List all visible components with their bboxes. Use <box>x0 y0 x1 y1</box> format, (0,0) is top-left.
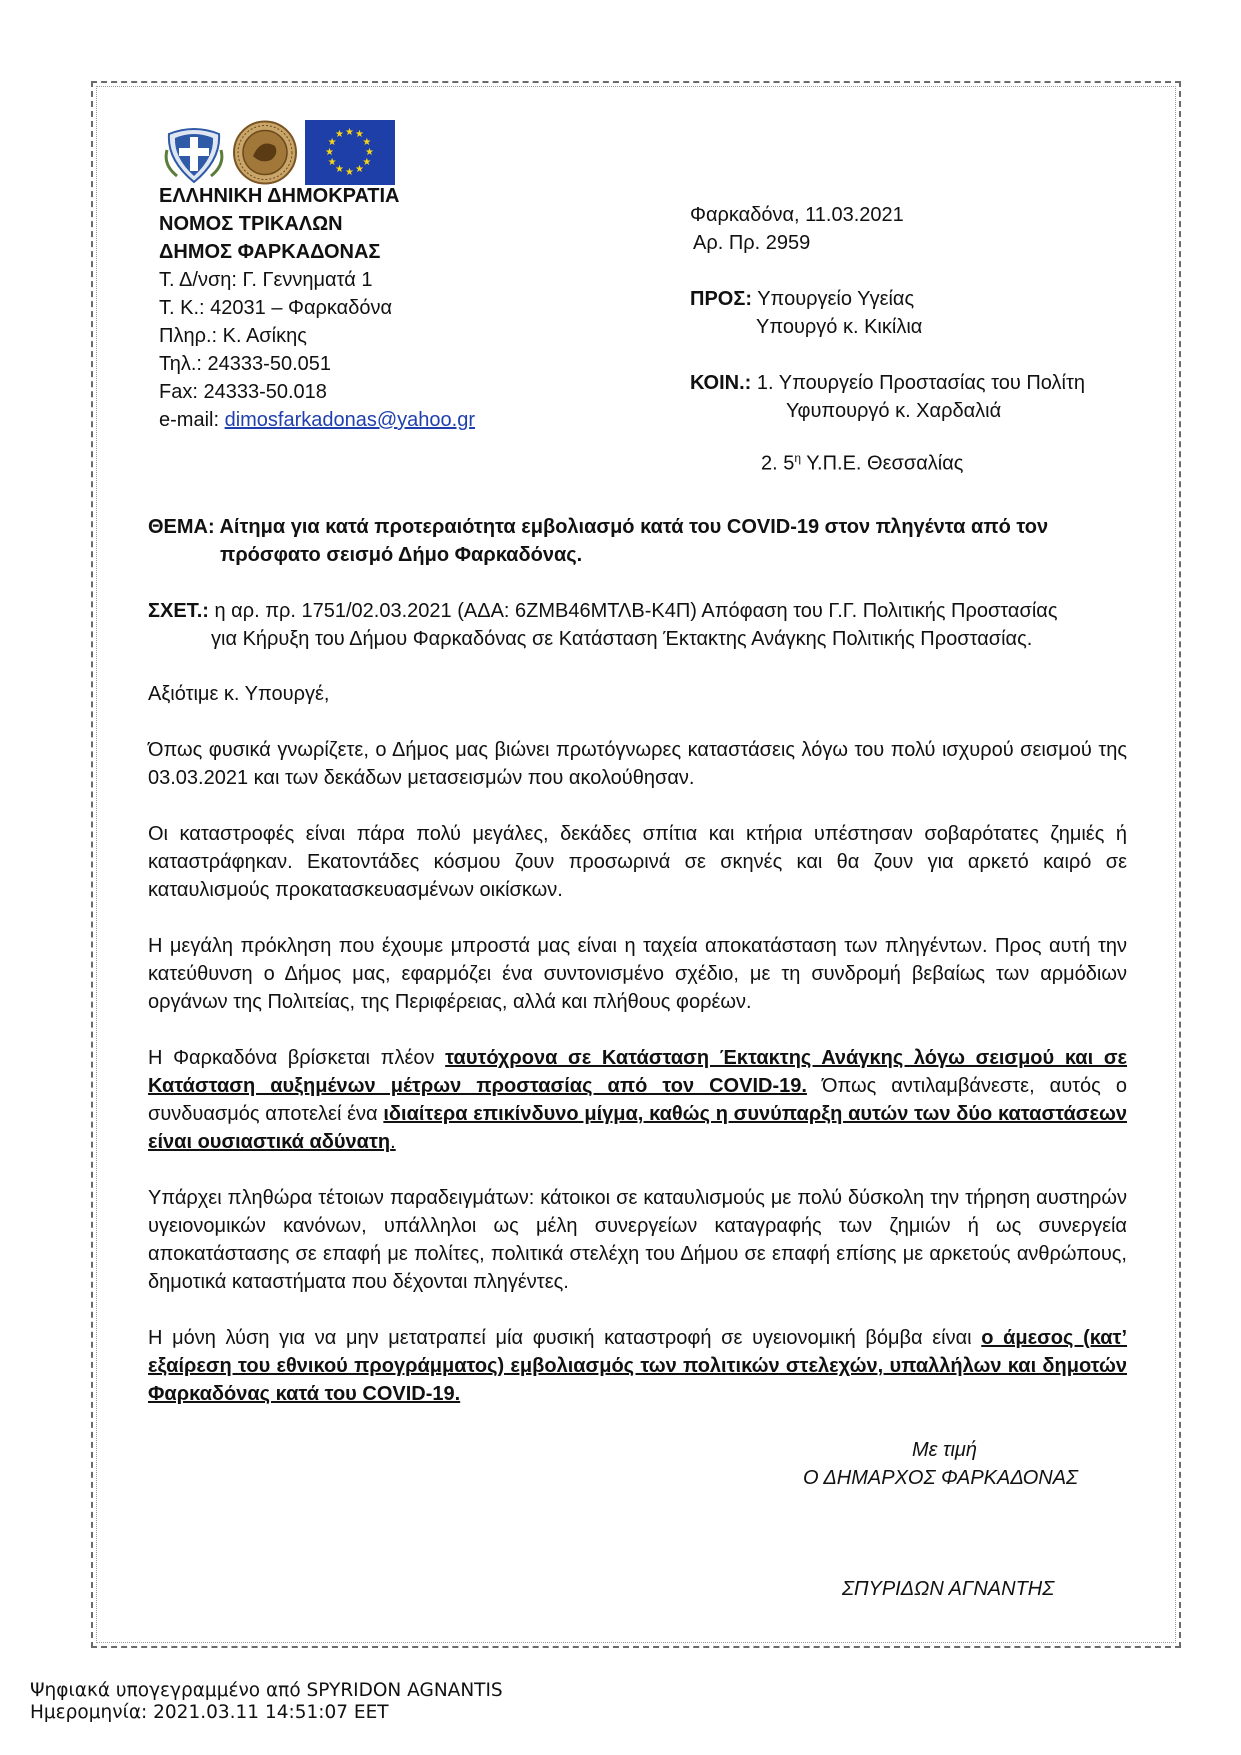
sender-block <box>159 182 475 434</box>
eu-flag-icon <box>305 120 395 185</box>
eu-star-icon: ★ <box>327 136 337 148</box>
paragraph-3: Η μεγάλη πρόκληση που έχουμε μπροστά μας είναι η ταχεία αποκατάσταση των πληγέντων. Προς αυτή την κατεύθυνση ο Δήμος μας, εφαρμόζει ένα συντονισμένο σχέδιο, με τη συνδρομή βεβαίως των αρμόδιων οργάνων της Πολιτείας, της Περιφέρειας, αλλά και πλήθους φορέων. <box>148 935 1127 1013</box>
emphasis-dual-emergency: ταυτόχρονα σε Κατάσταση Έκτακτης Ανάγκης λόγω σεισμού και σε Κατάσταση αυξημένων μέτρων προστασίας από τον COVID-19. <box>148 1047 1127 1097</box>
paragraph-6: Η μόνη λύση για να μην μετατραπεί μία φυσική καταστροφή σε υγειονομική βόμβα είναι ο άμεσος (κατ’ εξαίρεση του εθνικού προγράμματος) εμβολιασμός των πολιτικών στελεχών, υπαλλήλων και δημοτών Φαρκαδόνας κατά του COVID-19. <box>148 1327 1127 1405</box>
paragraph-5: Υπάρχει πληθώρα τέτοιων παραδειγμάτων: κάτοικοι σε καταυλισμούς με πολύ δύσκολη την τήρηση αυστηρών υγειονομικών κανόνων, υπάλληλοι ως μέλη συνεργείων καταγραφής των ζημιών ή ως συνεργεία αποκατάστασης σε επαφή με πολίτες, πολιτικά στελέχη του Δήμου σε επαφή επίσης με αρκετούς ανθρώπους, δημοτικά καταστήματα που δέχονται πληγέντες. <box>148 1187 1127 1293</box>
closing-title: Ο ΔΗΜΑΡΧΟΣ ΦΑΡΚΑΔΟΝΑΣ <box>803 1467 1079 1489</box>
cc-label: ΚΟΙΝ.: <box>690 372 752 394</box>
eu-star-icon: ★ <box>327 156 337 168</box>
sender-postal: Τ. Κ.: 42031 – Φαρκαδόνα <box>159 297 393 319</box>
sender-country: ΕΛΛΗΝΙΚΗ ΔΗΜΟΚΡΑΤΙΑ <box>159 185 400 207</box>
signatory-name: ΣΠΥΡΙΔΩΝ ΑΓΝΑΝΤΗΣ <box>842 1578 1055 1600</box>
eu-star-icon: ★ <box>355 163 364 175</box>
eu-star-icon: ★ <box>365 146 374 158</box>
sender-fax: Fax: 24333-50.018 <box>159 381 327 403</box>
eu-star-icon: ★ <box>335 129 344 141</box>
to-label: ΠΡΟΣ: <box>690 288 753 310</box>
reference-line-1: ΣΧΕΤ.: η αρ. πρ. 1751/02.03.2021 (ΑΔΑ: 6ΖΜΒ46ΜΤΛΒ-Κ4Π) Απόφαση του Γ.Γ. Πολιτικής Προστασίας <box>148 600 1058 622</box>
eu-star-icon: ★ <box>345 166 354 178</box>
eu-star-icon: ★ <box>362 136 372 148</box>
eu-star-icon: ★ <box>335 163 344 175</box>
reference-line-2: για Κήρυξη του Δήμου Φαρκαδόνας σε Κατάσταση Έκτακτης Ανάγκης Πολιτικής Προστασίας. <box>211 628 1033 650</box>
greek-coat-of-arms-icon <box>163 120 225 185</box>
emphasis-vaccination-request: ο άμεσος (κατ’ εξαίρεση του εθνικού προγράμματος) εμβολιασμός των πολιτικών στελεχών, υπαλλήλων και δημοτών Φαρκαδόνας κατά του COVID-19. <box>148 1327 1127 1405</box>
to-person: Υπουργό κ. Κικίλια <box>756 316 923 338</box>
eu-star-icon: ★ <box>325 146 334 158</box>
email-link[interactable]: dimosfarkadonas@yahoo.gr <box>224 409 476 431</box>
salutation: Αξιότιμε κ. Υπουργέ, <box>148 683 330 705</box>
cc-line <box>690 369 1085 397</box>
paragraph-2: Οι καταστροφές είναι πάρα πολύ μεγάλες, δεκάδες σπίτια και κτήρια υπέστησαν σοβαρότατες ζημιές ή καταστράφηκαν. Εκατοντάδες κόσμου ζουν προσωρινά σε σκηνές και θα ζουν για αρκετό καιρό σε καταυλισμούς προκατασκευασμένων οικίσκων. <box>148 823 1127 901</box>
cc-recipient-2: 2. $5^\eta$ Υ.Π.Ε. Θεσσαλίας <box>761 451 964 475</box>
paragraph-4: Η Φαρκαδόνα βρίσκεται πλέον ταυτόχρονα σε Κατάσταση Έκτακτης Ανάγκης λόγω σεισμού και σε Κατάσταση αυξημένων μέτρων προστασίας από τον COVID-19. Όπως αντιλαμβάνεστε, αυτός ο συνδυασμός αποτελεί ένα ιδιαίτερα επικίνδυνο μίγμα, καθώς η συνύπαρξη αυτών των δύο καταστάσεων είναι ουσιαστικά αδύνατη. <box>148 1047 1127 1153</box>
subject-line-1: ΘΕΜΑ: Αίτημα για κατά προτεραιότητα εμβολιασμό κατά του COVID-19 στον πληγέντα από τον <box>148 516 1049 538</box>
recipient-block <box>690 201 1085 478</box>
to-recipient: Υπουργείο Υγείας <box>752 288 915 310</box>
sender-phone: Τηλ.: 24333-50.051 <box>159 353 331 375</box>
eu-star-icon: ★ <box>355 129 364 141</box>
sender-email-line <box>159 406 475 434</box>
reference-label: ΣΧΕΤ.: <box>148 600 209 622</box>
to-line <box>690 285 1085 313</box>
protocol-number: Αρ. Πρ. 2959 <box>693 232 811 254</box>
subject-label: ΘΕΜΑ: <box>148 516 215 538</box>
municipality-seal-icon <box>231 120 299 185</box>
eu-star-icon: ★ <box>345 126 354 138</box>
digital-signature-signer: Ψηφιακά υπογεγραμμένο από SPYRIDON AGNANTIS <box>30 1680 503 1701</box>
paragraph-1: Όπως φυσικά γνωρίζετε, ο Δήμος μας βιώνει πρωτόγνωρες καταστάσεις λόγω του πολύ ισχυρού σεισμού της 03.03.2021 και των δεκάδων μετασεισμών που ακολούθησαν. <box>148 739 1127 789</box>
cc-person-1: Υφυπουργό κ. Χαρδαλιά <box>786 400 1002 422</box>
closing-regards: Με τιμή <box>912 1439 977 1461</box>
digital-signature-date: Ημερομηνία: 2021.03.11 14:51:07 EET <box>30 1702 389 1723</box>
email-label: e-mail: <box>159 409 225 431</box>
eu-star-icon: ★ <box>362 156 372 168</box>
subject <box>148 513 1098 569</box>
sender-prefecture: ΝΟΜΟΣ ΤΡΙΚΑΛΩΝ <box>159 213 343 235</box>
sender-contact-person: Πληρ.: Κ. Ασίκης <box>159 325 307 347</box>
header-logos <box>163 120 395 185</box>
sender-municipality: ΔΗΜΟΣ ΦΑΡΚΑΔΟΝΑΣ <box>159 241 381 263</box>
sender-address: Τ. Δ/νση: Γ. Γεννηματά 1 <box>159 269 373 291</box>
emphasis-dangerous-mix: ιδιαίτερα επικίνδυνο μίγμα, καθώς η συνύπαρξη αυτών των δύο καταστάσεων είναι ουσιαστικά αδύνατη <box>148 1103 1127 1153</box>
digital-signature <box>30 1680 503 1724</box>
cc-recipient-1: 1. Υπουργείο Προστασίας του Πολίτη <box>751 372 1085 394</box>
subject-line-2: πρόσφατο σεισμό Δήμο Φαρκαδόνας. <box>220 544 583 566</box>
place-date: Φαρκαδόνα, 11.03.2021 <box>690 204 904 226</box>
reference <box>148 597 1098 653</box>
